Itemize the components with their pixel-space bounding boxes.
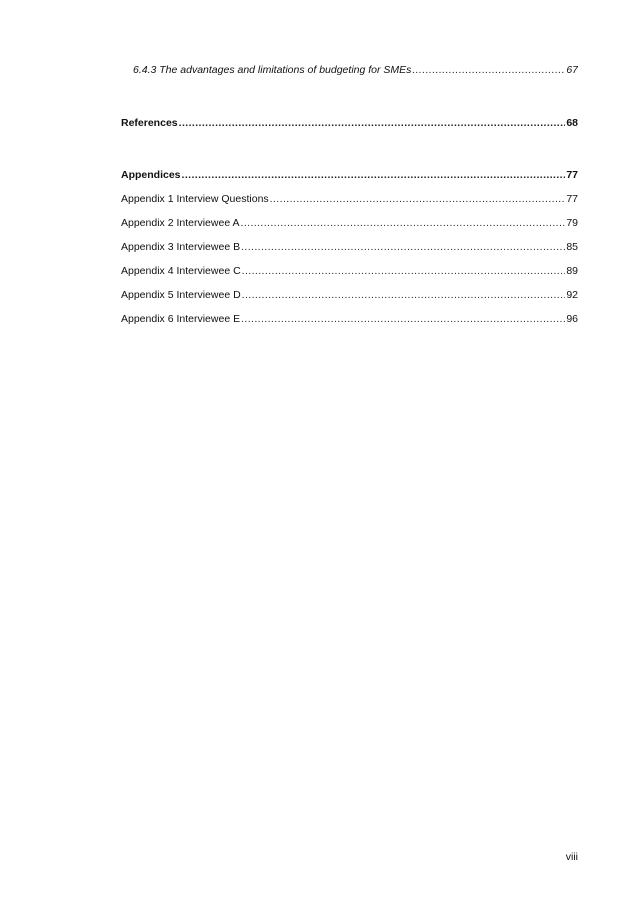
toc-entry-title: Appendix 1 Interview Questions <box>121 193 269 205</box>
toc-entry-page-number: 77 <box>566 193 578 205</box>
toc-entry-title: Appendix 5 Interviewee D <box>121 289 241 301</box>
page-number-footer: viii <box>565 851 578 863</box>
toc-entry-page-number: 79 <box>566 217 578 229</box>
dot-leader <box>241 240 565 254</box>
toc-entry-appendix-1[interactable] <box>121 192 578 206</box>
toc-entry-title: References <box>121 117 178 129</box>
toc-entry-appendix-4[interactable] <box>121 264 578 278</box>
toc-entry-page-number: 67 <box>566 64 578 76</box>
dot-leader <box>270 192 566 206</box>
toc-entry-appendix-6[interactable] <box>121 312 578 326</box>
toc-entry-subsection-6-4-3[interactable] <box>133 63 578 77</box>
toc-entry-title: Appendix 2 Interviewee A <box>121 217 240 229</box>
dot-leader <box>241 216 566 230</box>
toc-entry-title: Appendices <box>121 169 181 181</box>
toc-entry-page-number: 68 <box>566 117 578 129</box>
toc-entry-references[interactable] <box>121 116 578 130</box>
toc-entry-page-number: 92 <box>566 289 578 301</box>
dot-leader <box>412 63 565 77</box>
dot-leader <box>241 312 565 326</box>
dot-leader <box>242 288 566 302</box>
dot-leader <box>242 264 566 278</box>
toc-entry-page-number: 96 <box>566 313 578 325</box>
toc-entry-page-number: 89 <box>566 265 578 277</box>
toc-entry-title: Appendix 4 Interviewee C <box>121 265 241 277</box>
toc-entry-page-number: 77 <box>566 169 578 181</box>
dot-leader <box>182 168 566 182</box>
toc-entry-appendix-3[interactable] <box>121 240 578 254</box>
toc-entry-title: Appendix 3 Interviewee B <box>121 241 241 253</box>
toc-entry-appendix-5[interactable] <box>121 288 578 302</box>
dot-leader <box>179 116 566 130</box>
toc-entry-page-number: 85 <box>566 241 578 253</box>
toc-entry-title: Appendix 6 Interviewee E <box>121 313 241 325</box>
toc-entry-title: 6.4.3 The advantages and limitations of budgeting for SMEs <box>133 64 412 76</box>
toc-entry-appendix-2[interactable] <box>121 216 578 230</box>
toc-entry-appendices[interactable] <box>121 168 578 182</box>
